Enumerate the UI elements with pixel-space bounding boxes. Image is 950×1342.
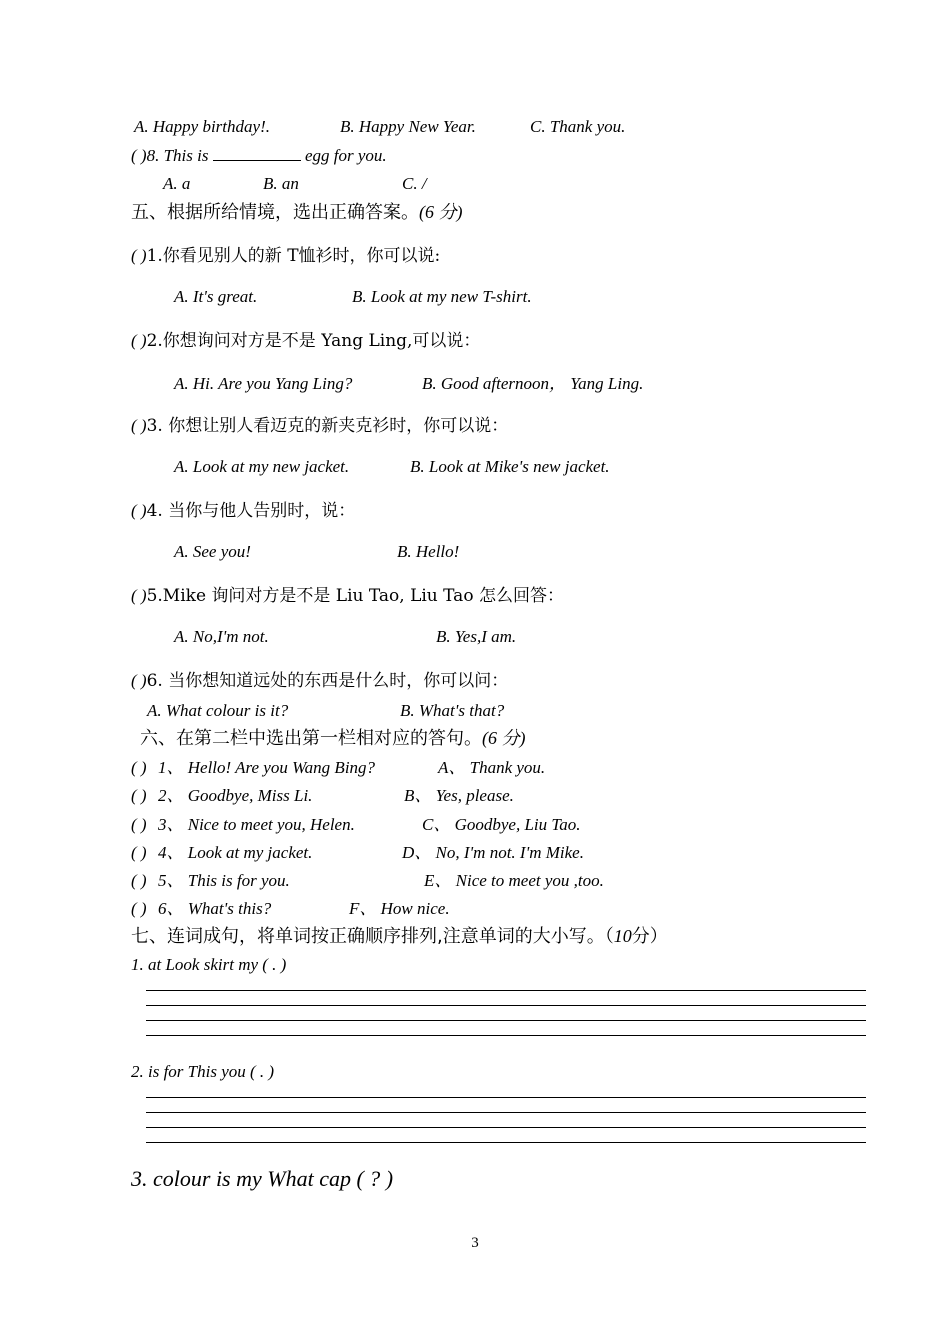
option-b: B. Happy New Year. [340, 117, 476, 136]
section-5-heading [131, 202, 463, 223]
answer-paren[interactable]: ( ) [131, 758, 147, 777]
option-a: A. Look at my new jacket. [174, 457, 350, 476]
answer-paren[interactable]: ( ) [131, 501, 147, 520]
question-text: 5.Mike 询问对方是不是 Liu Tao, Liu Tao 怎么回答： [146, 586, 564, 606]
matching-left: 4、 Look at my jacket. [158, 843, 313, 862]
question-text: 3. 你想让别人看迈克的新夹克衫时，你可以说： [146, 416, 509, 436]
question-text: 6. 当你想知道远处的东西是什么时，你可以问： [146, 671, 509, 691]
matching-right: F、 How nice. [349, 899, 450, 918]
answer-paren[interactable]: ( ) [131, 416, 147, 435]
matching-left: 1、 Hello! Are you Wang Bing? [158, 758, 376, 777]
page-number: 3 [471, 1235, 479, 1251]
section-points: (6 分) [482, 728, 526, 748]
option-a: A. No,I'm not. [174, 627, 269, 646]
word-order-question-2: 2. is for This you ( . ) [131, 1062, 275, 1081]
answer-paren[interactable]: ( ) [131, 586, 147, 605]
matching-right: A、 Thank you. [438, 758, 546, 777]
section-points: 10 [613, 926, 632, 946]
matching-left: 2、 Goodbye, Miss Li. [158, 786, 313, 805]
question-8-start: 8. This is [146, 146, 209, 165]
section-title: 五、根据所给情境，选出正确答案。 [131, 202, 419, 223]
section-title-end: 分） [631, 926, 668, 947]
option-b: B. Yes,I am. [436, 627, 517, 646]
question-3 [131, 416, 508, 436]
fill-blank[interactable] [213, 146, 301, 161]
answer-paren[interactable]: ( ) [131, 786, 147, 805]
matching-right: B、 Yes, please. [404, 786, 514, 805]
word-order-question-3: 3. colour is my What cap ( ? ) [131, 1166, 394, 1191]
option-c: C. / [402, 174, 427, 193]
option-b: B. an [263, 174, 299, 193]
option-b: B. Good afternoon， Yang Ling. [422, 374, 644, 393]
option-a: A. What colour is it? [147, 701, 289, 720]
writing-line[interactable] [146, 1020, 866, 1021]
answer-paren[interactable]: ( ) [131, 899, 147, 918]
answer-paren[interactable]: ( ) [131, 331, 147, 350]
matching-left: 3、 Nice to meet you, Helen. [158, 815, 355, 834]
matching-left: 6、 What's this? [158, 899, 272, 918]
question-text: 4. 当你与他人告别时，说： [146, 501, 356, 521]
answer-paren[interactable]: ( ) [131, 871, 147, 890]
section-title: 七、连词成句，将单词按正确顺序排列,注意单词的大小写。（ [131, 926, 614, 947]
option-a: A. It's great. [174, 287, 258, 306]
option-a: A. a [163, 174, 191, 193]
option-a: A. Happy birthday!. [134, 117, 270, 136]
option-b: B. Hello! [397, 542, 460, 561]
section-points: (6 分) [419, 202, 463, 222]
matching-right: C、 Goodbye, Liu Tao. [422, 815, 581, 834]
option-c: C. Thank you. [530, 117, 626, 136]
question-5 [131, 586, 564, 606]
writing-line[interactable] [146, 990, 866, 991]
writing-line[interactable] [146, 1035, 866, 1036]
answer-paren[interactable]: ( ) [131, 671, 147, 690]
question-1 [131, 246, 440, 266]
question-2 [131, 331, 480, 351]
question-6 [131, 671, 508, 691]
section-7-heading [131, 926, 668, 947]
answer-paren[interactable]: ( ) [131, 146, 147, 165]
answer-paren[interactable]: ( ) [131, 246, 147, 265]
writing-line[interactable] [146, 1005, 866, 1006]
question-text: 2.你想询问对方是不是 Yang Ling,可以说： [146, 331, 481, 351]
word-order-question-1: 1. at Look skirt my ( . ) [131, 955, 287, 974]
writing-line[interactable] [146, 1112, 866, 1113]
question-text: 1.你看见别人的新 T恤衫时，你可以说: [146, 246, 441, 266]
question-8-end: egg for you. [304, 146, 387, 165]
option-b: B. What's that? [400, 701, 505, 720]
section-6-heading [140, 728, 526, 749]
option-a: A. Hi. Are you Yang Ling? [174, 374, 353, 393]
matching-left: 5、 This is for you. [158, 871, 290, 890]
option-b: B. Look at Mike's new jacket. [410, 457, 610, 476]
answer-paren[interactable]: ( ) [131, 843, 147, 862]
option-a: A. See you! [174, 542, 251, 561]
matching-right: D、 No, I'm not. I'm Mike. [402, 843, 584, 862]
writing-line[interactable] [146, 1127, 866, 1128]
writing-line[interactable] [146, 1142, 866, 1143]
writing-line[interactable] [146, 1097, 866, 1098]
question-8 [131, 146, 387, 166]
question-4 [131, 501, 355, 521]
section-title: 六、在第二栏中选出第一栏相对应的答句。 [140, 728, 482, 749]
matching-right: E、 Nice to meet you ,too. [424, 871, 604, 890]
answer-paren[interactable]: ( ) [131, 815, 147, 834]
option-b: B. Look at my new T-shirt. [352, 287, 532, 306]
